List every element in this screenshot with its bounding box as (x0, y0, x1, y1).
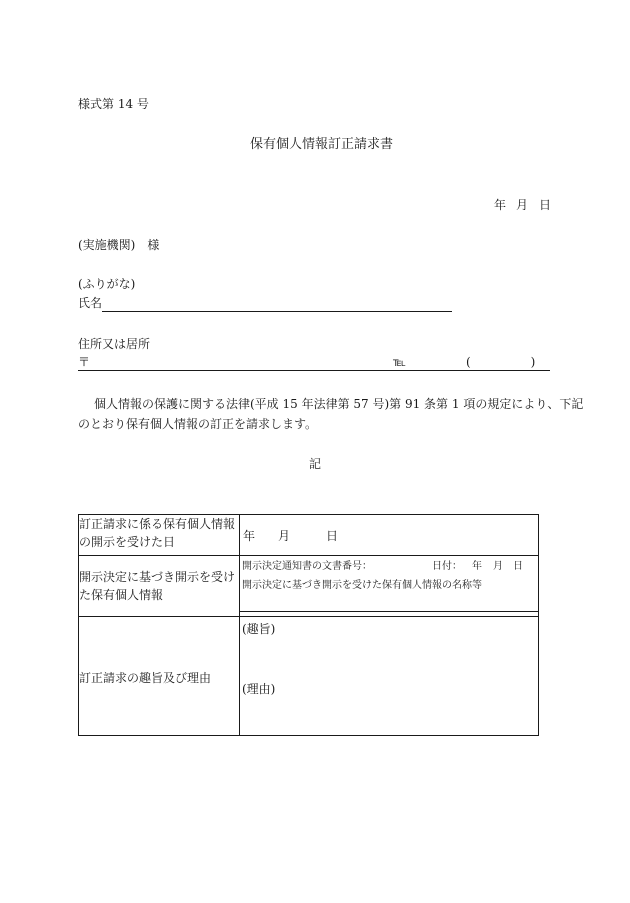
address-underline[interactable] (78, 370, 550, 371)
document-title: 保有個人情報訂正請求書 (250, 137, 394, 152)
table-row-disclosed-info (79, 556, 539, 617)
purpose-label: (趣旨) (242, 622, 276, 636)
disclosed-info-name-label: 開示決定に基づき開示を受けた保有個人情報の名称等 (242, 580, 482, 591)
label-disclosure-date: 訂正請求に係る保有個人情報の開示を受けた日 (79, 515, 240, 556)
date-month: 月 (516, 198, 529, 212)
name-label: 氏名 (78, 296, 103, 310)
name-underline[interactable] (102, 311, 452, 312)
form-number: 様式第 14 号 (78, 97, 149, 111)
row2-date-label: 日付： (432, 561, 462, 572)
tel-parens: ( ) (466, 355, 536, 369)
row2-year: 年 (472, 561, 482, 572)
addressee: (実施機関) 様 (78, 238, 160, 252)
table-row-purpose-reason (79, 617, 539, 736)
correction-request-table (78, 514, 539, 736)
reason-label: (理由) (242, 682, 276, 696)
doc-number-label: 開示決定通知書の文書番号： (242, 561, 372, 572)
body-paragraph-line-1: 個人情報の保護に関する法律(平成 15 年法律第 57 号)第 91 条第 1 項の規定により、下記 (94, 397, 584, 411)
ki-heading: 記 (309, 457, 322, 471)
row2-day: 日 (513, 561, 523, 572)
date-day: 日 (539, 198, 552, 212)
label-purpose-reason: 訂正請求の趣旨及び理由 (79, 617, 240, 736)
field-disclosed-info[interactable] (240, 556, 539, 617)
tel-mark: ℡ (393, 355, 406, 369)
table-row-disclosure-date (79, 515, 539, 556)
label-disclosed-info: 開示決定に基づき開示を受けた保有個人情報 (79, 556, 240, 617)
row2-month: 月 (493, 561, 503, 572)
address-label: 住所又は居所 (78, 337, 151, 351)
body-paragraph-line-2: のとおり保有個人情報の訂正を請求します。 (78, 417, 318, 431)
postal-mark: 〒 (78, 355, 91, 369)
row1-year: 年 (243, 529, 256, 543)
field-purpose-reason[interactable] (240, 617, 539, 736)
date-year: 年 (494, 198, 507, 212)
row1-month: 月 (278, 529, 291, 543)
row1-day: 日 (326, 529, 339, 543)
field-disclosure-date[interactable] (240, 515, 539, 556)
furigana-label: (ふりがな) (78, 277, 136, 291)
row2-double-line-upper (240, 611, 538, 612)
